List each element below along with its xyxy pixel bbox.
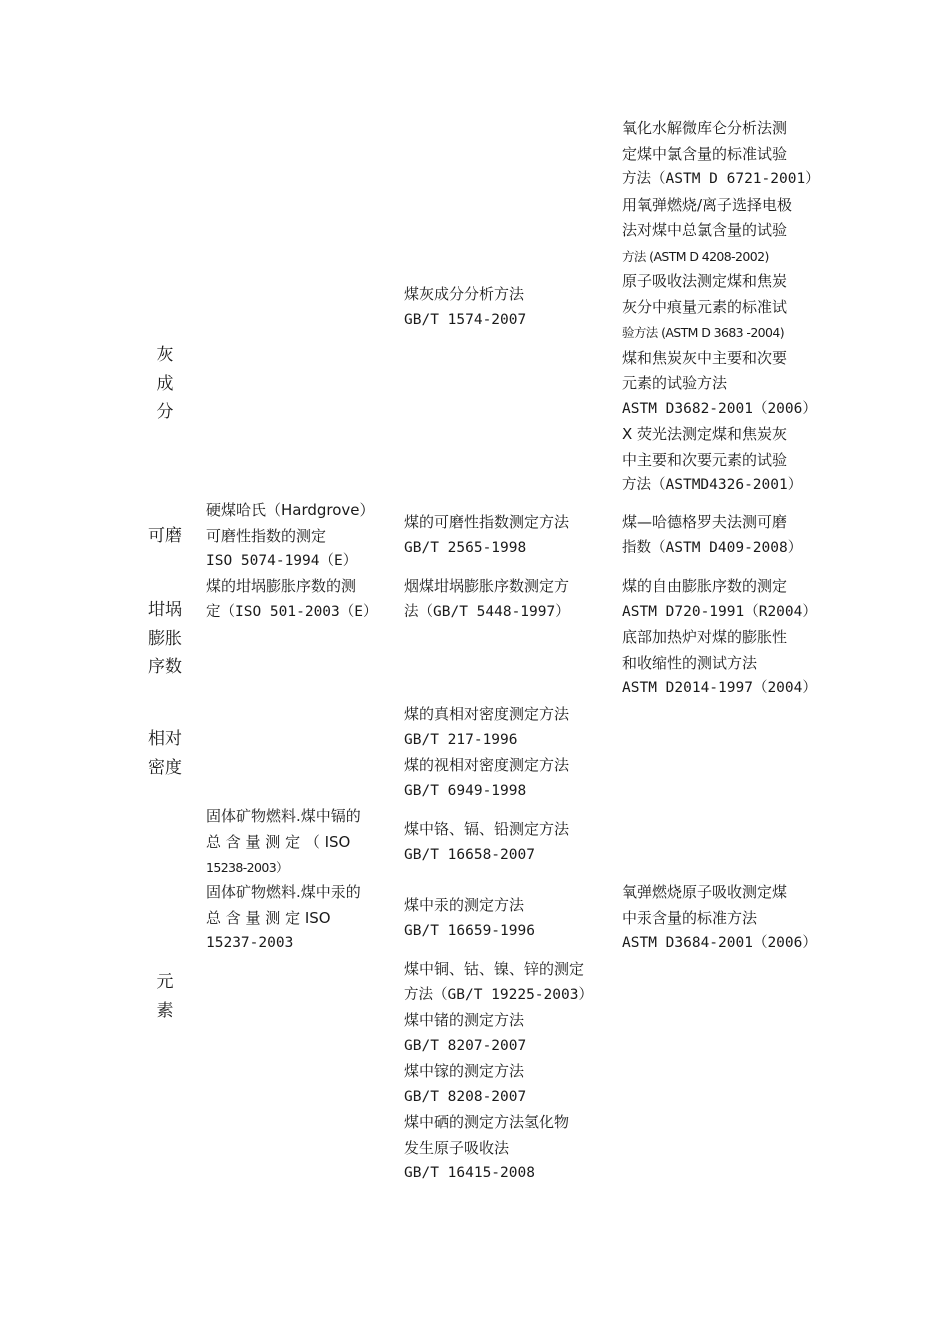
astm-line: 方法（ASTM D 6721-2001） [622,171,820,187]
gbt-line: 煤中锗的测定方法 [404,1011,525,1029]
category-crucible-swelling [143,596,187,682]
iso-line: 总 含 量 测 定 （ ISO [206,832,351,851]
category-line: 密度 [148,757,182,778]
astm-line: ASTM D720-1991（R2004） [622,603,817,620]
iso-line: 硬煤哈氏（Hardgrove） [206,501,375,519]
iso-line: 固体矿物燃料.煤中汞的 [206,883,361,901]
gbt-line: GB/T 2565-1998 [404,539,527,556]
gbt-line: 煤中铜、钴、镍、锌的测定 [404,960,585,978]
gbt-line: GB/T 16415-2008 [404,1165,535,1181]
category-line: 分 [156,402,174,422]
astm-crucible-swelling [622,574,817,702]
gbt-line: GB/T 8207-2007 [404,1037,527,1054]
gbt-grindability [404,510,569,561]
category-grindability [143,522,187,551]
gbt-line: 煤中硒的测定方法氢化物 [404,1113,570,1131]
gbt-line: 煤中铬、镉、铅测定方法 [404,820,570,838]
astm-line: 煤的自由膨胀序数的测定 [622,577,788,595]
gbt-line: 煤灰成分分析方法 [404,285,525,303]
gbt-line: GB/T 16659-1996 [404,922,535,939]
gbt-other-elements [404,957,593,1187]
category-line: 灰 [156,345,174,365]
category-ash-composition [143,341,187,427]
astm-line: X 荧光法测定煤和焦炭灰 [622,425,788,443]
iso-line: 固体矿物燃料.煤中镉的 [206,807,361,825]
astm-line: 氧弹燃烧原子吸收测定煤 [622,883,788,901]
astm-line: 指数（ASTM D409-2008） [622,539,803,556]
astm-line: 底部加热炉对煤的膨胀性 [622,628,788,646]
category-line: 序数 [148,657,182,677]
astm-line: 中主要和次要元素的试验 [622,450,788,469]
category-line: 元 [156,972,174,992]
category-relative-density [143,725,187,782]
gbt-chromium-cadmium-lead [404,817,569,868]
gbt-line: 方法（GB/T 19225-2003） [404,986,593,1003]
iso-line: 15237-2003 [206,935,294,951]
iso-line: 总 含 量 测 定 ISO [206,908,331,927]
gbt-line: GB/T 8208-2007 [404,1088,527,1105]
gbt-line: 煤的视相对密度测定方法 [404,756,570,774]
iso-grindability [206,498,375,575]
astm-line: 氧化水解微库仑分析法测 [622,119,788,137]
iso-line: 煤的坩埚膨胀序数的测 [206,577,357,595]
iso-line: 可磨性指数的测定 [206,526,327,545]
gbt-line: GB/T 217-1996 [404,731,518,748]
astm-line: ASTM D2014-1997（2004） [622,680,817,696]
astm-line: 用氧弹燃烧/离子选择电极 [622,195,793,214]
astm-line: 和收缩性的测试方法 [622,653,758,672]
iso-line: 15238-2003） [206,860,288,875]
iso-line: ISO 5074-1994（E） [206,553,358,569]
iso-cadmium [206,804,361,881]
gbt-line: 煤的可磨性指数测定方法 [404,513,570,531]
gbt-crucible-swelling [404,574,570,625]
astm-line: ASTM D3684-2001（2006） [622,935,817,951]
gbt-line: 煤的真相对密度测定方法 [404,705,570,723]
gbt-line: 烟煤坩埚膨胀序数测定方 [404,577,570,595]
category-line: 可磨 [148,526,182,546]
astm-line: 法对煤中总氯含量的试验 [622,221,788,239]
gbt-line: GB/T 1574-2007 [404,311,527,328]
gbt-relative-density [404,702,569,804]
astm-grindability [622,510,802,561]
category-line: 相对 [148,729,182,749]
category-line: 膨胀 [148,628,182,649]
iso-crucible-swelling [206,574,378,625]
astm-line: 灰分中痕量元素的标准试 [622,297,788,316]
astm-line: 原子吸收法测定煤和焦炭 [622,272,788,290]
category-line: 成 [156,373,174,394]
category-line: 素 [156,1000,174,1021]
astm-line: 定煤中氯含量的标准试验 [622,144,788,163]
astm-line: 煤和焦炭灰中主要和次要 [622,348,788,367]
iso-mercury [206,880,361,957]
astm-ash-composition [622,116,820,499]
gbt-line: 煤中汞的测定方法 [404,896,525,914]
category-elements [143,968,187,1025]
astm-line: 验方法 (ASTM D 3683 -2004) [622,325,785,340]
gbt-line: 发生原子吸收法 [404,1138,510,1157]
gbt-line: GB/T 16658-2007 [404,846,535,863]
astm-line: ASTM D3682-2001（2006） [622,400,817,417]
gbt-line: 煤中镓的测定方法 [404,1062,525,1080]
astm-line: 方法 (ASTM D 4208-2002) [622,248,769,264]
astm-line: 元素的试验方法 [622,374,728,392]
astm-line: 煤—哈德格罗夫法测可磨 [622,513,788,531]
astm-line: 方法（ASTMD4326-2001） [622,477,803,493]
gbt-ash-composition [404,282,526,333]
gbt-line: 法（GB/T 5448-1997） [404,603,570,620]
category-line: 坩埚 [148,600,182,620]
iso-line: 定（ISO 501-2003（E） [206,603,378,620]
gbt-mercury [404,893,535,944]
gbt-line: GB/T 6949-1998 [404,782,527,799]
astm-line: 中汞含量的标准方法 [622,908,758,927]
astm-mercury [622,880,817,957]
